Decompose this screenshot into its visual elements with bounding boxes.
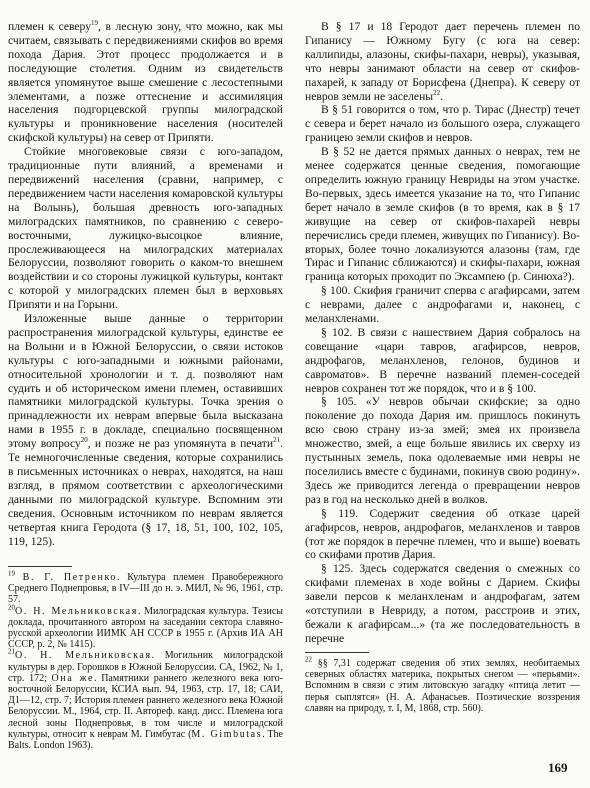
paragraph (8, 20, 283, 145)
footnote-text: §§ 7,31 содержат сведения об этих землях, необитаемых северных областях материка, покрытых снегом — «перьями». Вспомним в связи с этим литовскую загадку «птица летит — перья сыплятся» (Н. А. Афанасьев. Поэтические воззрения славян на природу, т. I, М, 1868, стр. 560). (305, 658, 580, 714)
text-run: Изложенные выше данные о территории распространения милоградской культуры, единстве ее на Волыни и в Южной Белоруссии, о связи истоков культуры с юго-западными и южными районами, относительной хронологии и т. д. позволяют нам судить и об историческом имени племен, оставивших памятники милоградской культуры. Точка зрения о принадлежности их неврам впервые была высказана нами в 1955 г. в докладе, специально посвященном этому вопросу (8, 312, 283, 451)
footnote (8, 603, 284, 651)
paragraph (305, 20, 580, 103)
footnote-author: О. Н. Мельниковская (15, 605, 138, 617)
paragraph: § 102. В связи с нашествием Дария собралось на совещание «цари тавров, агафирсов, невров, андрофагов, меланхленов, гелонов, будинов и савроматов». В перечне названий племен-соседей невров сохранен тот же порядок, что и в § 100. (305, 325, 580, 395)
footnote-marker: 19 (91, 19, 98, 28)
right-column (305, 20, 580, 646)
footnote-rule (8, 566, 72, 567)
footnote-text: . Могильник милоградской культуры в дер. Горошков в Южной Белоруссии. СА, 1962, № 1, стр. 172; (8, 650, 283, 684)
text-run: , и позже не раз упомянута в печати (87, 437, 274, 451)
paragraph: § 125. Здесь содержатся сведения о смежных со скифами племенах в ходе войны с Дарием. Скифы завели персов к меланхленам и андрофагам, затем «отступили в Невриду, а потом, расстроив и этих, бежали к агафирсам...» (та же последовательность в перечне (305, 562, 580, 645)
footnote-number: 20 (8, 603, 15, 612)
footnote-number: 19 (8, 569, 15, 578)
footnote-author: О. Н. Мельниковская (15, 650, 152, 662)
paragraph: В § 52 не дается прямых данных о неврах, тем не менее содержатся ценные сведения, помогающие определить южную границу Невриды на этом участке. Во-первых, здесь имеется указание на то, что Гипанис берет начало в земле скифов (в то время, как в § 17 живущие на север от скифов-пахарей невры перечислись среди племен, живущих по Гипанису). Во-вторых, более точно локализуются алазоны (там, где Тирас и Гипанис сближаются) и скифы-пахари, южная граница которых проходит по Эксампею (р. Синюха?). (305, 145, 580, 284)
paragraph: § 119. Содержит сведения об отказе царей агафирсов, невров, андрофагов, меланхленов и тавров (тот же порядок в перечне племен, что и выше) воевать со скифами против Дария. (305, 506, 580, 562)
footnote-text: . Милоградская культура. Тезисы доклада, прочитанного автором на заседании сектора славяно-русской археологии ИИМК АН СССР в 1955 г. (Архив ИА АН СССР, р. 2, № 1415). (8, 605, 284, 651)
footnote (305, 655, 580, 714)
footnote-text: . Памятники раннего железного века юго-восточной Белоруссии, КСИА вып. 94, 1963, стр. 17, 18; САИ, Д1—12, стр. 7; История племен раннего железного века Южной Белоруссии. М., 1964, стр. II. Автореф. канд. дисс. Племена юга лесной зоны Поднепровья, в том числе и милоградской культуры, относит к неврам М. Гимбутас ( (8, 672, 284, 740)
footnote-marker: 22 (433, 88, 441, 97)
footnote-author: В. Г. Петренко (22, 572, 118, 583)
paragraph: § 105. «У невров обычаи скифские; за одно поколение до похода Дария им. пришлось покинуть всю свою страну из-за змей; змея их произвела множество, змей, а еще больше явились их сверху из пустынных земель, пока одолеваемые ими невры не поселились вместе с будинами, покинув свою родину». Здесь же приводится легенда о превращении невров раз в год на несколько дней в волков. (305, 395, 580, 506)
footnote-author: Она же (51, 672, 95, 684)
footnote-rule (305, 652, 369, 653)
footnote-author: M. Gimbutas (191, 728, 263, 740)
footnote-text: . Культура племен Правобережного Среднего Поднепровья, в IV—III до н. э. МИЛ, № 96, 1961, стр. 57. (8, 572, 284, 606)
text-run: . (440, 89, 443, 103)
text-run: , в лесную зону, что можно, как мы считаем, связывать с передвижениями скифов во время похода Дария. Этот процесс продолжается и в последующие столетия. Одним из свидетельств является упомянутое выше смешение с лесостепными элементами, а позже оттеснение и ассимиляция населения подгорцевской группы милоградской культуры и проникновение населения (носителей скифской культуры) на север от Припяти. (8, 20, 283, 145)
paragraph: § 100. Скифия граничит сперва с агафирсами, затем с неврами, далее с андрофагами и, наконец, с меланхленами. (305, 284, 580, 326)
footnote-number: 22 (305, 655, 312, 664)
footnote (8, 569, 284, 606)
footnote-marker: 21 (273, 436, 281, 445)
page-number: 169 (548, 760, 568, 775)
footnote-number: 21 (8, 648, 15, 657)
paragraph (8, 312, 283, 548)
paragraph: Стойкие многовековые связи с юго-западом, традиционные пути влияний, а временами и передвижений населения (сравни, например, с передвижением части населения комаровской культуры на Волынь), большая древность юго-западных милоградских памятников, по сравнению с северо-восточными, лужицко-высоцкое влияние, прослеживающееся на милоградских материалах Белоруссии, позволяют говорить о каком-то внешнем воздействии и со стороны лужицкой культуры, контакт с которой у милоградских племен был в верховьях Припяти и на Горыни. (8, 145, 283, 312)
footnotes-right (305, 652, 580, 714)
text-run: племен к северу (8, 20, 91, 33)
left-column (8, 20, 283, 548)
footnote-marker: 20 (80, 436, 88, 445)
text-run: В § 17 и 18 Геродот дает перечень племен по Гипанису — Южному Бугу (с юга на север: каллипиды, алазоны, скифы-пахари, невры), указывая, что невры занимают области на север от скифов-пахарей, к западу от Борисфена (Днепра). К северу от невров земли не заселены (305, 20, 580, 103)
text-run: . Те немногочисленные сведения, которые сохранились в письменных источниках о неврах, находятся, на наш взгляд, в прямом соответствии с археологическими данными по милоградской культуре. Вспомним эти сведения. Основным источником по неврам является четвертая книга Геродота (§ 17, 18, 51, 100, 102, 105, 119, 125). (8, 437, 283, 548)
paragraph: В § 51 говорится о том, что р. Тирас (Днестр) течет с севера и берет начало из большого озера, служащего границею земли скифов и невров. (305, 103, 580, 145)
footnote-text: . The Balts. London 1963). (8, 728, 283, 752)
footnotes-left (8, 566, 283, 751)
footnote (8, 650, 283, 751)
